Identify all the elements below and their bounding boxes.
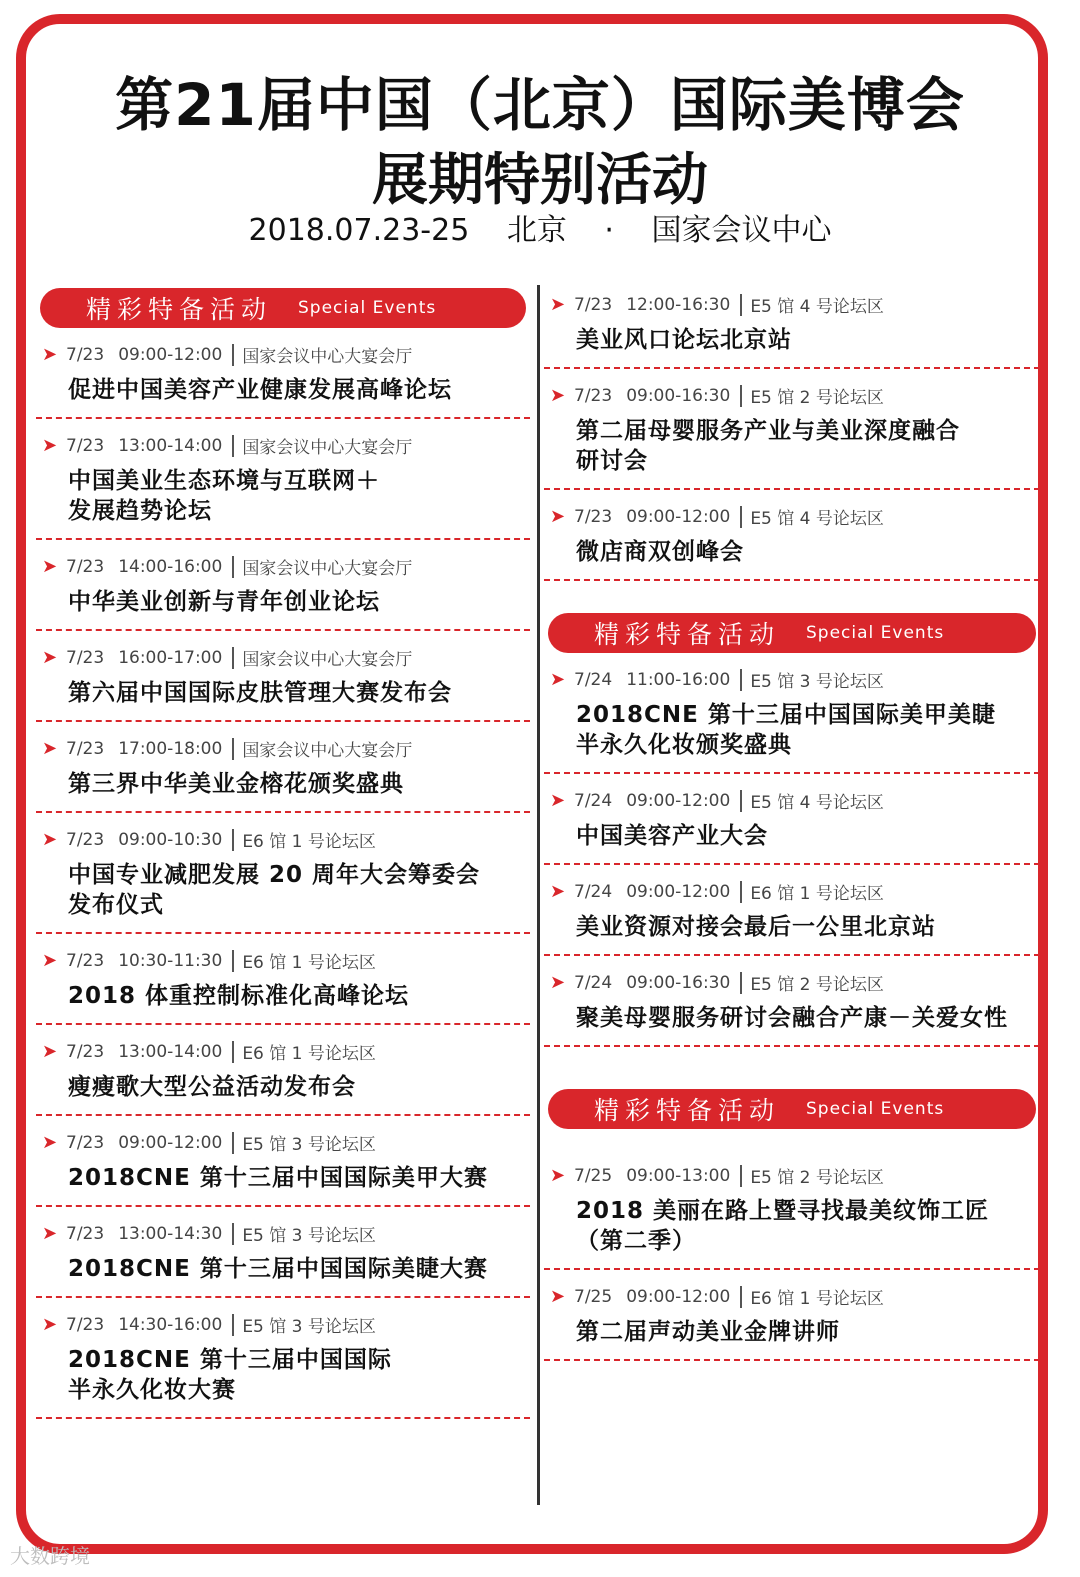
event-date: 7/23 <box>66 950 105 971</box>
right-column <box>544 282 1040 1361</box>
event-date: 7/23 <box>66 1314 105 1335</box>
meta-separator <box>740 506 742 528</box>
event-title: 第六届中国国际皮肤管理大赛发布会 <box>68 680 452 706</box>
event-item <box>36 336 530 419</box>
event-location: 国家会议中心大宴会厅 <box>242 559 413 579</box>
event-time: 14:00-16:00 <box>118 556 223 577</box>
arrow-right-icon: ➤ <box>42 738 58 759</box>
meta-separator <box>232 435 234 457</box>
event-time: 11:00-16:00 <box>626 669 731 690</box>
event-item <box>36 934 530 1025</box>
column-divider <box>537 285 540 1505</box>
event-location: E6 馆 1 号论坛区 <box>750 884 884 904</box>
separator-dot: · <box>604 213 614 248</box>
event-meta <box>550 1163 1040 1188</box>
meta-separator <box>232 950 234 972</box>
arrow-right-icon: ➤ <box>42 435 58 456</box>
event-location: E6 馆 1 号论坛区 <box>242 832 376 852</box>
event-title: 第二届母婴服务产业与美业深度融合 研讨会 <box>576 418 960 474</box>
arrow-right-icon: ➤ <box>550 790 566 811</box>
arrow-right-icon: ➤ <box>42 829 58 850</box>
event-date: 7/24 <box>574 881 613 902</box>
event-title: 中国美业生态环境与互联网＋ 发展趋势论坛 <box>68 468 380 524</box>
event-item <box>544 774 1040 865</box>
event-location: E5 馆 4 号论坛区 <box>750 509 884 529</box>
event-item <box>36 631 530 722</box>
event-title: 聚美母婴服务研讨会融合产康－关爱女性 <box>576 1005 1008 1031</box>
event-location: 国家会议中心大宴会厅 <box>242 650 413 670</box>
event-meta <box>550 504 1040 529</box>
section-banner <box>548 613 1036 653</box>
event-title: 中国专业减肥发展 20 周年大会筹委会 发布仪式 <box>68 862 481 918</box>
meta-separator <box>232 738 234 760</box>
banner-title-cn: 精彩特备活动 <box>86 295 273 324</box>
section-banner <box>548 1089 1036 1129</box>
event-item <box>544 865 1040 956</box>
event-item <box>544 661 1040 774</box>
watermark-logo: 大数跨境 <box>10 1544 90 1568</box>
event-meta <box>550 879 1040 904</box>
meta-separator <box>740 385 742 407</box>
event-meta <box>550 788 1040 813</box>
event-item <box>544 956 1040 1047</box>
arrow-right-icon: ➤ <box>550 881 566 902</box>
event-time: 14:30-16:00 <box>118 1314 223 1335</box>
event-date: 2018.07.23-25 <box>248 213 470 248</box>
event-meta <box>42 342 530 367</box>
event-meta <box>42 1312 530 1337</box>
event-location: E6 馆 1 号论坛区 <box>242 1044 376 1064</box>
event-meta <box>550 667 1040 692</box>
event-item <box>36 1116 530 1207</box>
event-title: 第三界中华美业金榕花颁奖盛典 <box>68 771 404 797</box>
event-date: 7/25 <box>574 1286 613 1307</box>
arrow-right-icon: ➤ <box>42 344 58 365</box>
arrow-right-icon: ➤ <box>42 1132 58 1153</box>
event-title: 促进中国美容产业健康发展高峰论坛 <box>68 377 452 403</box>
page-subtitle: 展期特别活动 <box>372 148 708 213</box>
event-location: E5 馆 3 号论坛区 <box>750 672 884 692</box>
event-title: 2018CNE 第十三届中国国际美甲大赛 <box>68 1165 488 1191</box>
event-time: 09:00-16:30 <box>626 385 731 406</box>
event-location: 国家会议中心大宴会厅 <box>242 741 413 761</box>
event-item <box>544 1137 1040 1270</box>
meta-separator <box>232 1041 234 1063</box>
event-date: 7/23 <box>66 556 105 577</box>
event-item <box>36 1025 530 1116</box>
event-meta <box>550 383 1040 408</box>
event-item <box>36 419 530 540</box>
event-meta <box>550 292 1040 317</box>
arrow-right-icon: ➤ <box>550 669 566 690</box>
arrow-right-icon: ➤ <box>550 1286 566 1307</box>
banner-title-en: Special Events <box>806 623 945 643</box>
event-list-right-2 <box>544 661 1040 1047</box>
event-location: E5 馆 2 号论坛区 <box>750 975 884 995</box>
event-date-location <box>0 205 1080 249</box>
event-time: 12:00-16:30 <box>626 294 731 315</box>
event-location: E5 馆 4 号论坛区 <box>750 297 884 317</box>
meta-separator <box>740 1286 742 1308</box>
event-title: 2018CNE 第十三届中国国际美睫大赛 <box>68 1256 488 1282</box>
event-time: 09:00-12:00 <box>626 1286 731 1307</box>
event-title: 美业资源对接会最后一公里北京站 <box>576 914 936 940</box>
event-location: E5 馆 3 号论坛区 <box>242 1317 376 1337</box>
event-location: E5 馆 4 号论坛区 <box>750 793 884 813</box>
event-location: 国家会议中心大宴会厅 <box>242 347 413 367</box>
arrow-right-icon: ➤ <box>42 1223 58 1244</box>
banner-title-cn: 精彩特备活动 <box>594 1096 781 1125</box>
event-meta <box>42 645 530 670</box>
event-date: 7/23 <box>66 647 105 668</box>
event-date: 7/25 <box>574 1165 613 1186</box>
meta-separator <box>232 1314 234 1336</box>
event-date: 7/23 <box>66 1041 105 1062</box>
event-meta <box>42 433 530 458</box>
event-title: 2018 体重控制标准化高峰论坛 <box>68 983 410 1009</box>
meta-separator <box>232 647 234 669</box>
meta-separator <box>232 1223 234 1245</box>
meta-separator <box>232 556 234 578</box>
event-date: 7/24 <box>574 972 613 993</box>
event-meta <box>42 827 530 852</box>
banner-title-cn: 精彩特备活动 <box>594 620 781 649</box>
event-meta <box>42 554 530 579</box>
event-date: 7/24 <box>574 669 613 690</box>
event-time: 13:00-14:30 <box>118 1223 223 1244</box>
meta-separator <box>740 972 742 994</box>
event-location: E5 馆 3 号论坛区 <box>242 1135 376 1155</box>
event-time: 17:00-18:00 <box>118 738 223 759</box>
meta-separator <box>740 294 742 316</box>
event-meta <box>42 1039 530 1064</box>
event-time: 09:00-12:00 <box>626 881 731 902</box>
event-time: 16:00-17:00 <box>118 647 223 668</box>
event-title: 美业风口论坛北京站 <box>576 327 792 353</box>
event-item <box>36 1298 530 1419</box>
event-time: 09:00-13:00 <box>626 1165 731 1186</box>
event-location: E5 馆 2 号论坛区 <box>750 1168 884 1188</box>
event-item <box>544 369 1040 490</box>
event-meta <box>42 736 530 761</box>
event-location: 国家会议中心大宴会厅 <box>242 438 413 458</box>
event-time: 09:00-12:00 <box>118 1132 223 1153</box>
event-meta <box>42 948 530 973</box>
event-title: 中华美业创新与青年创业论坛 <box>68 589 380 615</box>
event-time: 10:30-11:30 <box>118 950 223 971</box>
meta-separator <box>740 790 742 812</box>
event-date: 7/23 <box>574 294 613 315</box>
event-meta <box>550 1284 1040 1309</box>
arrow-right-icon: ➤ <box>42 1041 58 1062</box>
left-column <box>36 284 530 1419</box>
event-date: 7/23 <box>574 506 613 527</box>
event-title: 中国美容产业大会 <box>576 823 768 849</box>
event-time: 09:00-16:30 <box>626 972 731 993</box>
section-banner <box>40 288 526 328</box>
arrow-right-icon: ➤ <box>42 950 58 971</box>
event-date: 7/23 <box>66 1132 105 1153</box>
meta-separator <box>740 881 742 903</box>
event-date: 7/23 <box>574 385 613 406</box>
event-item <box>36 722 530 813</box>
event-date: 7/23 <box>66 1223 105 1244</box>
event-list-right-1 <box>544 282 1040 581</box>
meta-separator <box>740 1165 742 1187</box>
event-item <box>544 490 1040 581</box>
arrow-right-icon: ➤ <box>550 506 566 527</box>
event-location: E5 馆 2 号论坛区 <box>750 388 884 408</box>
event-list-right-3 <box>544 1137 1040 1361</box>
page-title: 第21届中国（北京）国际美博会 <box>115 71 965 139</box>
event-title: 瘦瘦歌大型公益活动发布会 <box>68 1074 356 1100</box>
arrow-right-icon: ➤ <box>550 294 566 315</box>
event-item <box>36 1207 530 1298</box>
event-meta <box>42 1221 530 1246</box>
event-title: 2018CNE 第十三届中国国际 半永久化妆大赛 <box>68 1347 392 1403</box>
event-date: 7/23 <box>66 344 105 365</box>
event-time: 13:00-14:00 <box>118 1041 223 1062</box>
banner-title-en: Special Events <box>806 1099 945 1119</box>
meta-separator <box>740 669 742 691</box>
arrow-right-icon: ➤ <box>42 647 58 668</box>
event-item <box>36 540 530 631</box>
event-item <box>36 813 530 934</box>
event-meta <box>42 1130 530 1155</box>
event-title: 第二届声动美业金牌讲师 <box>576 1319 840 1345</box>
event-title: 2018 美丽在路上暨寻找最美纹饰工匠 （第二季） <box>576 1198 990 1254</box>
event-time: 13:00-14:00 <box>118 435 223 456</box>
meta-separator <box>232 829 234 851</box>
event-title: 微店商双创峰会 <box>576 539 744 565</box>
event-meta <box>550 970 1040 995</box>
event-title: 2018CNE 第十三届中国国际美甲美睫 半永久化妆颁奖盛典 <box>576 702 996 758</box>
event-location: E6 馆 1 号论坛区 <box>750 1289 884 1309</box>
meta-separator <box>232 344 234 366</box>
banner-title-en: Special Events <box>298 298 437 318</box>
event-city: 北京 <box>506 213 567 248</box>
event-item <box>544 1270 1040 1361</box>
event-location: E5 馆 3 号论坛区 <box>242 1226 376 1246</box>
event-time: 09:00-12:00 <box>626 790 731 811</box>
meta-separator <box>232 1132 234 1154</box>
event-time: 09:00-10:30 <box>118 829 223 850</box>
event-date: 7/23 <box>66 738 105 759</box>
event-venue: 国家会议中心 <box>651 213 832 248</box>
arrow-right-icon: ➤ <box>42 556 58 577</box>
event-time: 09:00-12:00 <box>118 344 223 365</box>
arrow-right-icon: ➤ <box>42 1314 58 1335</box>
event-date: 7/23 <box>66 435 105 456</box>
event-item <box>544 282 1040 369</box>
event-date: 7/24 <box>574 790 613 811</box>
arrow-right-icon: ➤ <box>550 1165 566 1186</box>
arrow-right-icon: ➤ <box>550 385 566 406</box>
event-time: 09:00-12:00 <box>626 506 731 527</box>
arrow-right-icon: ➤ <box>550 972 566 993</box>
event-location: E6 馆 1 号论坛区 <box>242 953 376 973</box>
event-list-left <box>36 336 530 1419</box>
event-date: 7/23 <box>66 829 105 850</box>
